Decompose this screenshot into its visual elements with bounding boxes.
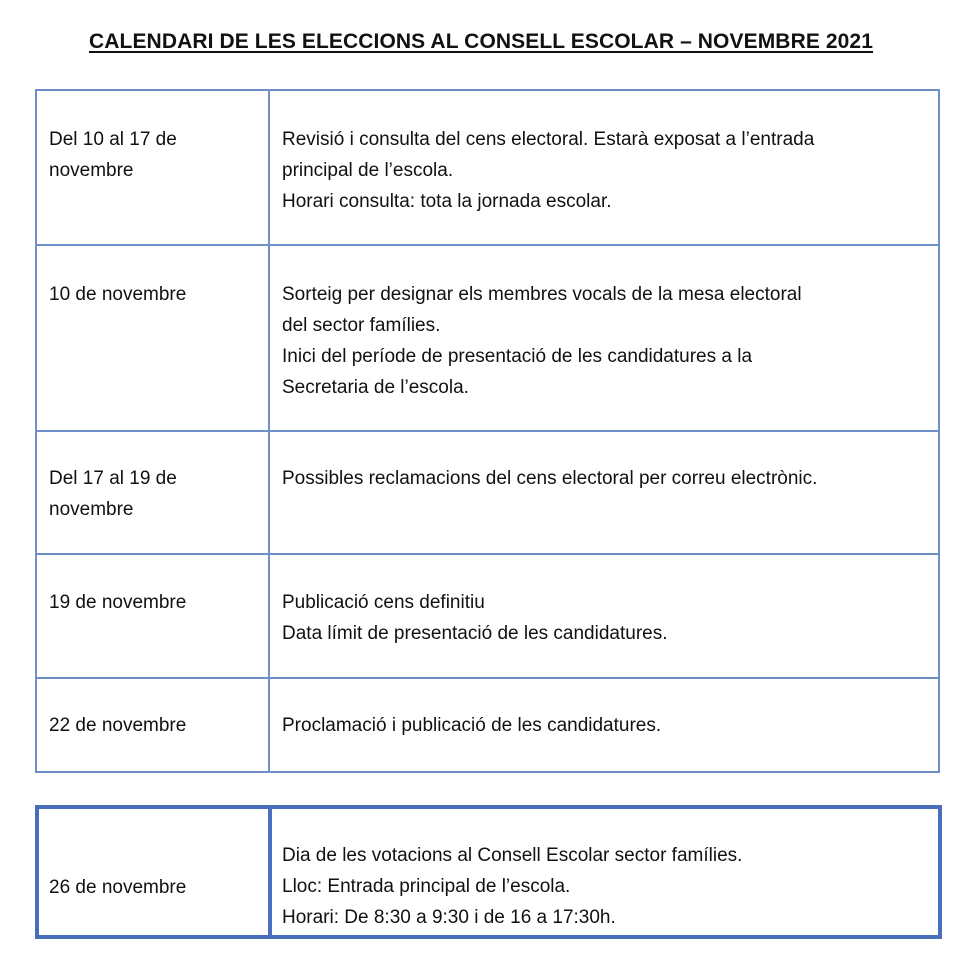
description-line: Publicació cens definitiu [282, 592, 485, 613]
date-line: Del 10 al 17 de [49, 129, 177, 150]
description-line: Sorteig per designar els membres vocals de la mesa electoral [282, 284, 802, 305]
table-row [36, 90, 939, 245]
voting-day-table [35, 805, 942, 939]
description-cell [269, 431, 939, 554]
description-line: principal de l’escola. [282, 160, 454, 181]
description-line: Horari consulta: tota la jornada escolar. [282, 191, 612, 212]
description-line: Secretaria de l’escola. [282, 377, 469, 398]
date-line: novembre [49, 499, 134, 520]
page-title: CALENDARI DE LES ELECCIONS AL CONSELL ESCOLAR – NOVEMBRE 2021 [88, 30, 873, 53]
table-row [36, 678, 939, 772]
description-cell [270, 807, 940, 937]
description-cell [269, 678, 939, 772]
date-line: novembre [49, 160, 134, 181]
table-row [36, 554, 939, 678]
date-line: 10 de novembre [49, 284, 187, 305]
table-row [37, 807, 940, 937]
table-row [36, 245, 939, 431]
date-cell [36, 90, 269, 245]
date-cell [37, 807, 270, 937]
date-line: 19 de novembre [49, 592, 187, 613]
description-line: del sector famílies. [282, 315, 441, 336]
description-line: Dia de les votacions al Consell Escolar sector famílies. [282, 845, 743, 866]
description-cell [269, 245, 939, 431]
description-line: Lloc: Entrada principal de l’escola. [282, 876, 571, 897]
description-line: Proclamació i publicació de les candidatures. [282, 715, 662, 736]
date-line: Del 17 al 19 de [49, 468, 177, 489]
date-line: 26 de novembre [49, 877, 187, 898]
description-line: Horari: De 8:30 a 9:30 i de 16 a 17:30h. [282, 907, 616, 928]
description-line: Inici del període de presentació de les candidatures a la [282, 346, 753, 367]
date-cell [36, 245, 269, 431]
description-line: Revisió i consulta del cens electoral. Estarà exposat a l’entrada [282, 129, 815, 150]
date-cell [36, 678, 269, 772]
description-line: Possibles reclamacions del cens electoral per correu electrònic. [282, 468, 818, 489]
schedule-table [35, 89, 940, 773]
description-cell [269, 554, 939, 678]
date-cell [36, 554, 269, 678]
description-cell [269, 90, 939, 245]
date-cell [36, 431, 269, 554]
description-line: Data límit de presentació de les candidatures. [282, 623, 668, 644]
date-line: 22 de novembre [49, 715, 187, 736]
table-row [36, 431, 939, 554]
